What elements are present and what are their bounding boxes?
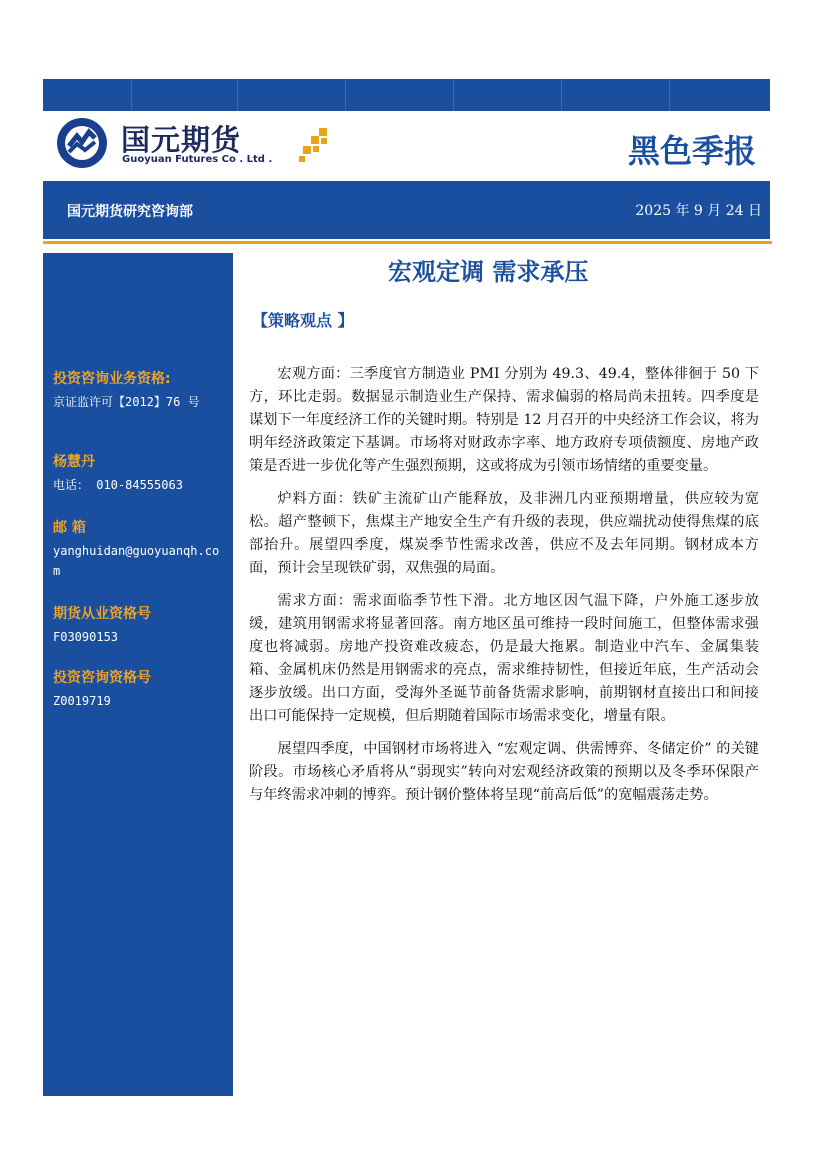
futures-cert-block <box>53 603 151 647</box>
department-name: 国元期货研究咨询部 <box>67 204 193 220</box>
banner-divider <box>345 79 346 111</box>
paragraph-outlook: 展望四季度，中国钢材市场将进入 “宏观定调、供需博弈、冬储定价” 的关键阶段。市场核心矛盾将从“弱现实”转向对宏观经济政策的预期以及冬季环保限产与年终需求冲刺的博弈。预计钢价整体将呈现“前高后低”的宽幅震荡走势。 <box>249 741 759 803</box>
report-date: 2025 年 9 月 24 日 <box>635 203 762 219</box>
futures-cert-heading: 期货从业资格号 <box>53 606 151 622</box>
report-type-title: 黑色季报 <box>628 132 757 170</box>
analyst-email[interactable]: yanghuidan@guoyuanqh.com <box>53 544 220 578</box>
analyst-sidebar <box>43 253 233 1096</box>
logo-emblem-icon <box>55 116 109 170</box>
logo-company-cn: 国元期货 <box>121 123 242 157</box>
gold-divider <box>43 241 772 244</box>
analyst-phone: 电话： 010-84555063 <box>53 478 183 492</box>
qualification-block <box>53 368 200 412</box>
qualification-heading: 投资咨询业务资格: <box>53 371 171 387</box>
paragraph-macro: 宏观方面：三季度官方制造业 PMI 分别为 49.3、49.4，整体徘徊于 50 下方，环比走弱。数据显示制造业生产保持、需求偏弱的格局尚未扭转。四季度是谋划下一年度经济工作的关键时期。特别是 12 月召开的中央经济工作会议，将为明年经济政策定下基调。市场将对财政赤字率、地方政府专项债额度、房地产政策是否进一步优化等产生强烈预期，这或将成为引领市场情绪的重要变量。 <box>249 366 759 474</box>
paragraph-demand: 需求方面：需求面临季节性下滑。北方地区因气温下降，户外施工逐步放缓，建筑用钢需求将显著回落。南方地区虽可维持一段时间施工，但整体需求强度也将减弱。房地产投资难改疲态，仍是最大拖累。制造业中汽车、金属集装箱、金属机床仍然是用钢需求的亮点，需求维持韧性，但接近年底，生产活动会逐步放缓。出口方面，受海外圣诞节前备货需求影响，前期钢材直接出口和间接出口可能保持一定规模，但后期随着国际市场需求变化，增量有限。 <box>249 593 759 724</box>
email-heading: 邮 箱 <box>53 520 86 536</box>
section-label: 【策略观点 】 <box>252 311 354 330</box>
company-logo <box>55 116 355 174</box>
department-bar <box>43 181 770 239</box>
analyst-name: 杨慧丹 <box>53 454 95 470</box>
banner-divider <box>453 79 454 111</box>
paragraph-raw-materials: 炉料方面：铁矿主流矿山产能释放，及非洲几内亚预期增量，供应较为宽松。超产整顿下，焦煤主产地安全生产有升级的表现，供应端扰动使得焦煤的底部抬升。展望四季度，煤炭季节性需求改善，供应不及去年同期。钢材成本方面，预计会呈现铁矿弱，双焦强的局面。 <box>249 491 759 576</box>
banner-divider <box>131 79 132 111</box>
advisory-cert-block <box>53 667 151 711</box>
logo-company-en: Guoyuan Futures Co . Ltd . <box>122 154 273 165</box>
banner-divider <box>237 79 238 111</box>
banner-divider <box>669 79 670 111</box>
strategy-body <box>249 363 759 817</box>
qualification-text: 京证监许可【2012】76 号 <box>53 395 200 409</box>
futures-cert-number: F03090153 <box>53 630 119 644</box>
logo-dots-icon <box>295 124 335 164</box>
email-block <box>53 517 225 581</box>
banner-divider <box>561 79 562 111</box>
report-title: 宏观定调 需求承压 <box>388 258 589 286</box>
advisory-cert-number: Z0019719 <box>53 694 111 708</box>
top-banner <box>43 79 770 111</box>
advisory-cert-heading: 投资咨询资格号 <box>53 670 151 686</box>
analyst-block <box>53 451 183 495</box>
